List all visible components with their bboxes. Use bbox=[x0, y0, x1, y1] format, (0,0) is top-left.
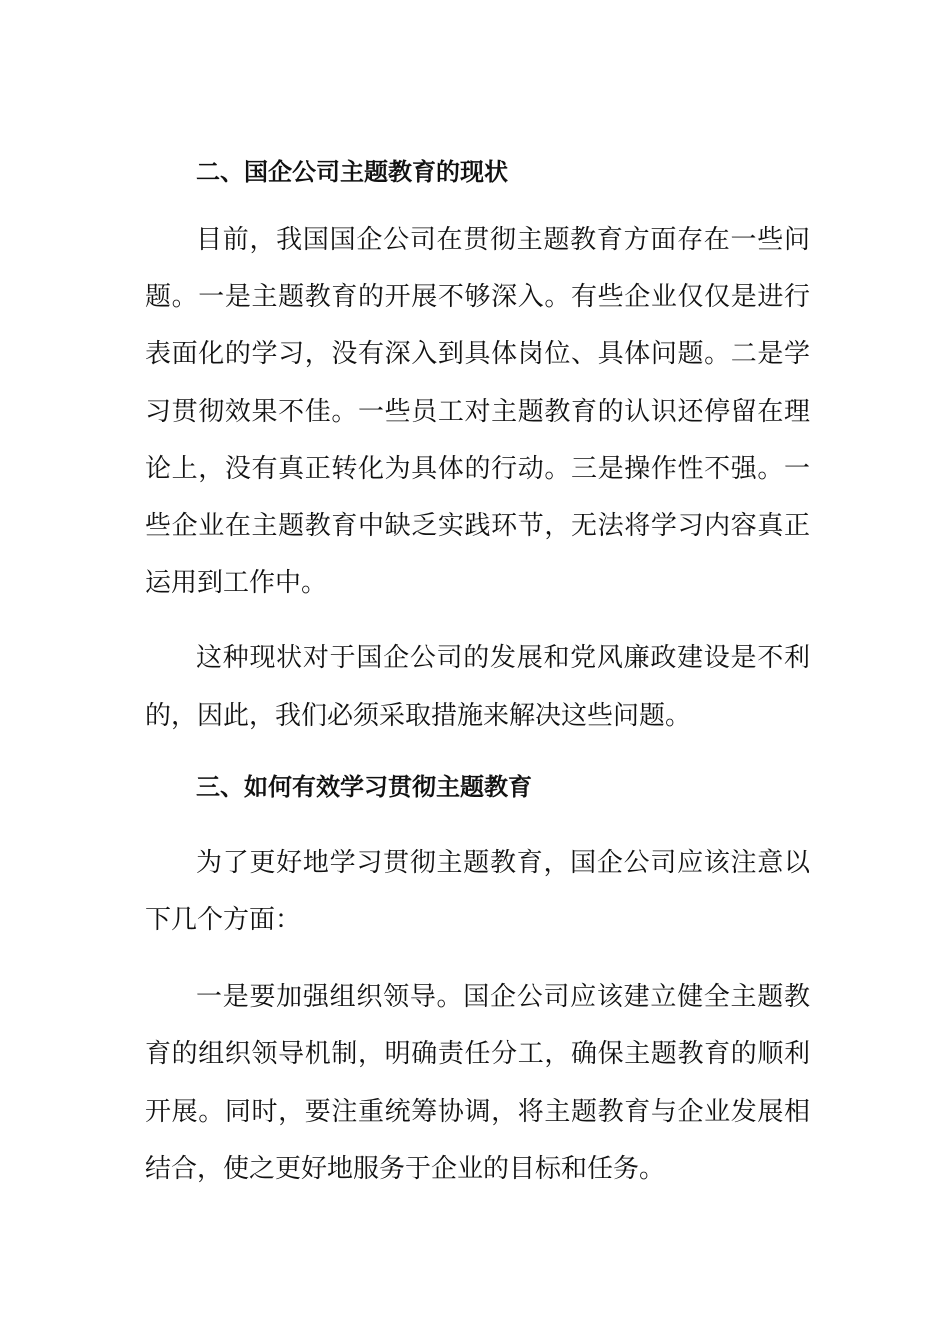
paragraph-consequence: 这种现状对于国企公司的发展和党风廉政建设是不利的，因此，我们必须采取措施来解决这些问题。 bbox=[145, 643, 810, 731]
section-heading-2: 二、国企公司主题教育的现状 bbox=[196, 158, 508, 186]
paragraph-current-situation: 目前，我国国企公司在贯彻主题教育方面存在一些问题。一是主题教育的开展不够深入。有些企业仅仅是进行表面化的学习，没有深入到具体岗位、具体问题。二是学习贯彻效果不佳。一些员工对主题教育的认识还停留在理论上，没有真正转化为具体的行动。三是操作性不强。一些企业在主题教育中缺乏实践环节，无法将学习内容真正运用到工作中。 bbox=[145, 225, 810, 599]
document-page bbox=[145, 150, 810, 1198]
paragraph-intro-aspects: 为了更好地学习贯彻主题教育，国企公司应该注意以下几个方面： bbox=[145, 847, 810, 936]
paragraph-organization-leadership: 一是要加强组织领导。国企公司应该建立健全主题教育的组织领导机制，明确责任分工，确保主题教育的顺利开展。同时，要注重统筹协调，将主题教育与企业发展相结合，使之更好地服务于企业的目标和任务。 bbox=[145, 982, 810, 1184]
section-heading-3: 三、如何有效学习贯彻主题教育 bbox=[196, 772, 532, 801]
